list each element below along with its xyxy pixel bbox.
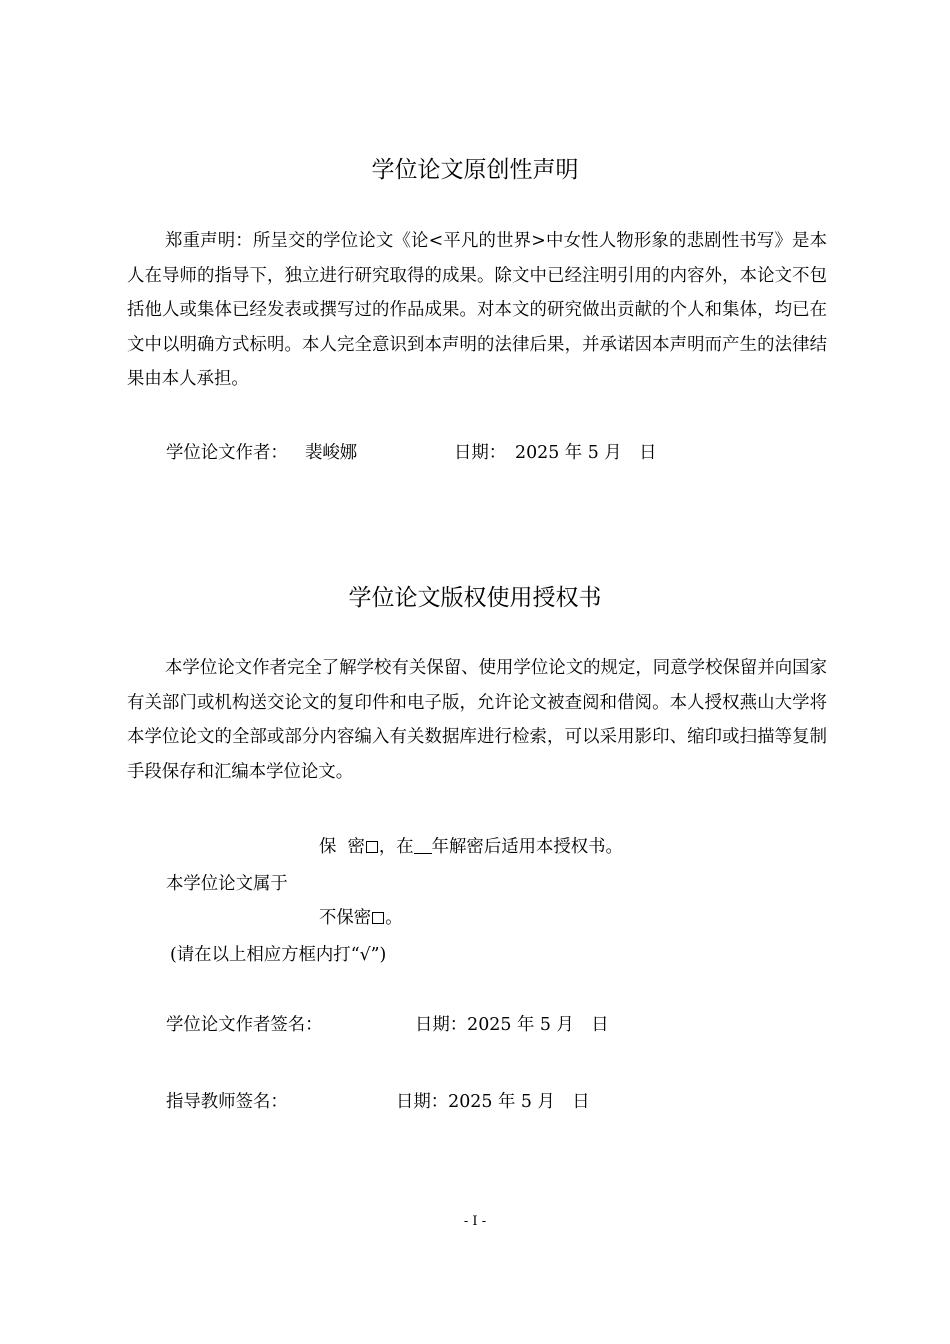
secret-years-blank[interactable] — [414, 837, 432, 854]
author-sign-date: 日期：2025 年 5 月 日 — [415, 1015, 609, 1035]
declaration-date-value: 2025 年 5 月 日 — [515, 443, 657, 463]
declaration-title: 学位论文原创性声明 — [371, 157, 579, 183]
not-secret-option-label: 不保密 — [319, 908, 372, 928]
not-secret-checkbox[interactable] — [372, 912, 384, 924]
authorization-body: 本学位论文作者完全了解学校有关保留、使用学位论文的规定，同意学校保留并向国家有关部门或机构送交论文的复印件和电子版，允许论文被查阅和借阅。本人授权燕山大学将本学位论文的全部或部分内容编入有关数据库进行检索，可以采用影印、缩印或扫描等复制手段保存和汇编本学位论文。 — [127, 658, 827, 782]
declaration-body: 郑重声明：所呈交的学位论文《论<平凡的世界>中女性人物形象的悲剧性书写》是本人在导师的指导下，独立进行研究取得的成果。除文中已经注明引用的内容外，本论文不包括他人或集体已经发表或撰写过的作品成果。对本文的研究做出贡献的个人和集体，均已在文中以明确方式标明。本人完全意识到本声明的法律后果，并承诺因本声明而产生的法律结果由本人承担。 — [127, 231, 827, 389]
advisor-sign-label: 指导教师签名： — [166, 1092, 288, 1112]
secret-option-label: 保 密 — [319, 837, 365, 857]
secret-option-mid: ，在 — [378, 837, 414, 857]
secret-option-suffix: 年解密后适用本授权书。 — [431, 837, 623, 857]
secret-checkbox[interactable] — [366, 841, 378, 853]
advisor-sign-date: 日期：2025 年 5 月 日 — [396, 1092, 590, 1112]
declaration-date-label: 日期： — [454, 443, 507, 463]
not-secret-option-end: 。 — [385, 908, 403, 928]
page-number: - I - — [463, 1214, 487, 1229]
checkbox-hint: (请在以上相应方框内打“√”) — [170, 945, 387, 965]
declaration-author-label: 学位论文作者： — [166, 443, 288, 463]
declaration-author-name: 裴峻娜 — [305, 443, 358, 463]
author-sign-label: 学位论文作者签名： — [166, 1015, 323, 1035]
belongs-label: 本学位论文属于 — [166, 874, 288, 894]
secret-option-line — [319, 835, 623, 859]
authorization-title: 学位论文版权使用授权书 — [348, 585, 602, 611]
not-secret-option-line — [319, 906, 403, 930]
